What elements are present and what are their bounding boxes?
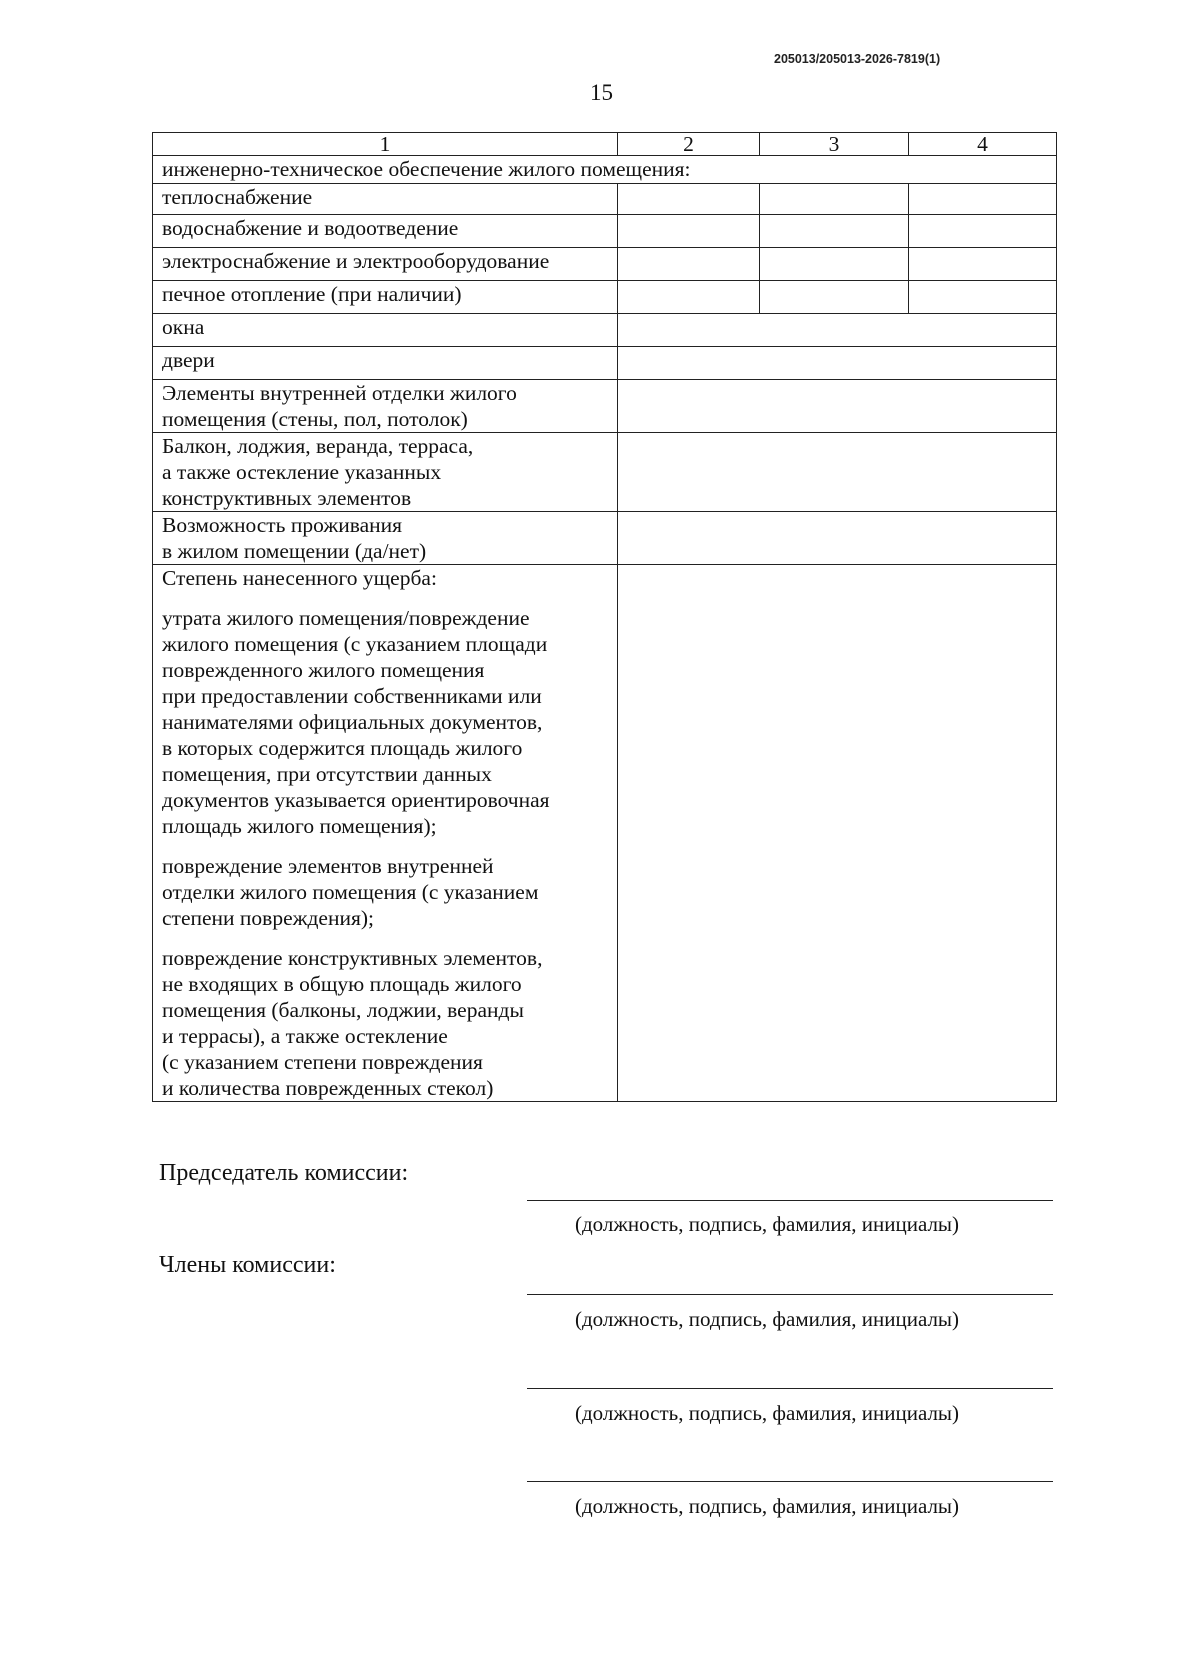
signature-caption: (должность, подпись, фамилия, инициалы) xyxy=(575,1212,960,1236)
members-label: Члены комиссии: xyxy=(159,1252,336,1278)
col-header-4: 4 xyxy=(909,133,1057,156)
damage-row xyxy=(153,565,1057,1102)
signature-caption: (должность, подпись, фамилия, инициалы) xyxy=(575,1401,960,1425)
table-row xyxy=(153,433,1057,512)
value-cell xyxy=(760,281,909,314)
merged-value-cell xyxy=(618,433,1057,512)
row-label: Элементы внутренней отделки жилого помещения (стены, пол, потолок) xyxy=(153,380,618,433)
signature-caption: (должность, подпись, фамилия, инициалы) xyxy=(575,1307,960,1331)
merged-value-cell xyxy=(618,512,1057,565)
merged-value-cell xyxy=(618,314,1057,347)
value-cell xyxy=(618,281,760,314)
damage-item-loss: утрата жилого помещения/повреждение жилого помещения (с указанием площади поврежденного жилого помещения при предоставлении собственниками или нанимателями официальных документов, в которых содержится площадь жилого помещения, при отсутствии данных документов указывается ориентировочная площадь жилого помещения); xyxy=(162,606,550,838)
value-cell xyxy=(760,184,909,215)
row-label: печное отопление (при наличии) xyxy=(153,281,618,314)
document-id: 205013/205013-2026-7819(1) xyxy=(774,52,941,66)
section-row xyxy=(153,156,1057,184)
section-title: инженерно-техническое обеспечение жилого помещения: xyxy=(153,156,1057,184)
value-cell xyxy=(909,281,1057,314)
table-row xyxy=(153,314,1057,347)
col-header-2: 2 xyxy=(618,133,760,156)
damage-item-structural: повреждение конструктивных элементов, не входящих в общую площадь жилого помещения (балконы, лоджии, веранды и террасы), а также остекление (с указанием степени повреждения и количества поврежденных стекол) xyxy=(162,946,543,1100)
row-label: окна xyxy=(153,314,618,347)
table-row xyxy=(153,380,1057,433)
damage-description xyxy=(153,565,618,1102)
member-signature-line xyxy=(527,1481,1053,1482)
row-label: Балкон, лоджия, веранда, терраса, а также остекление указанных конструктивных элементов xyxy=(153,433,618,512)
value-cell xyxy=(760,215,909,248)
damage-title: Степень нанесенного ущерба: xyxy=(162,566,437,590)
member-signature-line xyxy=(527,1388,1053,1389)
value-cell xyxy=(909,248,1057,281)
row-label: теплоснабжение xyxy=(153,184,618,215)
row-label: электроснабжение и электрооборудование xyxy=(153,248,618,281)
table-row xyxy=(153,281,1057,314)
merged-value-cell xyxy=(618,565,1057,1102)
value-cell xyxy=(618,248,760,281)
table-row xyxy=(153,215,1057,248)
value-cell xyxy=(760,248,909,281)
inspection-table xyxy=(152,132,1057,1102)
chairman-label: Председатель комиссии: xyxy=(159,1160,409,1186)
value-cell xyxy=(618,215,760,248)
value-cell xyxy=(618,184,760,215)
merged-value-cell xyxy=(618,380,1057,433)
signature-caption: (должность, подпись, фамилия, инициалы) xyxy=(575,1494,960,1518)
table-row xyxy=(153,512,1057,565)
table-header-row xyxy=(153,133,1057,156)
col-header-1: 1 xyxy=(153,133,618,156)
table-row xyxy=(153,184,1057,215)
col-header-3: 3 xyxy=(760,133,909,156)
row-label: водоснабжение и водоотведение xyxy=(153,215,618,248)
value-cell xyxy=(909,215,1057,248)
damage-item-finishing: повреждение элементов внутренней отделки жилого помещения (с указанием степени повреждения); xyxy=(162,854,539,930)
row-label: Возможность проживания в жилом помещении (да/нет) xyxy=(153,512,618,565)
table-row xyxy=(153,248,1057,281)
merged-value-cell xyxy=(618,347,1057,380)
member-signature-line xyxy=(527,1294,1053,1295)
page-number: 15 xyxy=(590,80,613,105)
table-row xyxy=(153,347,1057,380)
value-cell xyxy=(909,184,1057,215)
chairman-signature-line xyxy=(527,1200,1053,1201)
row-label: двери xyxy=(153,347,618,380)
